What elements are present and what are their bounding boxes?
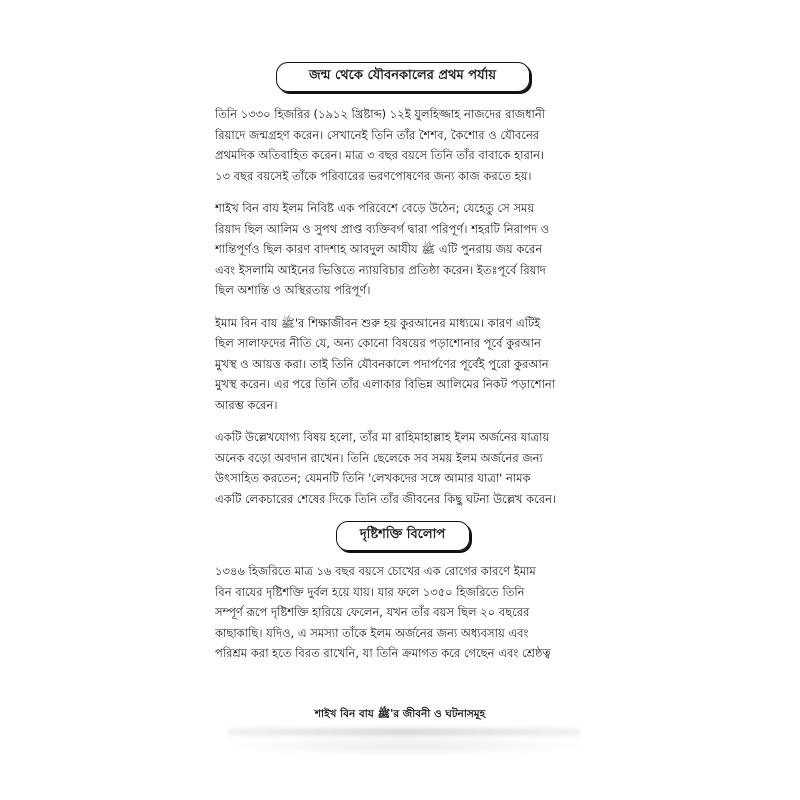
text-line: ইমাম বিন বায ﷺ'র শিক্ষাজীবন শুরু হয় কুরআনের মাধ্যমে। কারণ এটিই [215, 315, 541, 330]
text-line: ছিল অশান্তি ও অস্থিরতায় পরিপূর্ণ। [215, 283, 371, 297]
text-line: রিয়াদ ছিল আলিম ও সুপথ প্রাপ্ত ব্যক্তিবর্গ দ্বারা পরিপূর্ণ। শহরটি নিরাপদ ও [215, 221, 550, 236]
paragraph [215, 561, 590, 664]
text-line: রিয়াদে জন্মগ্রহণ করেন। সেখানেই তিনি তাঁর শৈশব, কৈশোর ও যৌবনের [215, 127, 540, 142]
text-line: একটি লেকচারের শেষের দিকে তিনি তাঁর জীবনের কিছু ঘটনা উল্লেখ করেন। [215, 491, 557, 506]
paragraph [215, 198, 590, 301]
text-line: তিনি ১৩৩০ হিজরির (১৯১২ খ্রিষ্টাব্দ) ১২ই যুলহিজ্জাহ নাজদের রাজধানী [215, 107, 546, 121]
paragraph [215, 104, 590, 186]
text-line: অনেক বড়ো অবদান রাখেন। তিনি ছেলেকে সব সময় ইলম অর্জনের জন্য [215, 450, 543, 465]
text-line: প্রথমদিক অতিবাহিত করেন। মাত্র ৩ বছর বয়সে তিনি তাঁর বাবাকে হারান। [215, 148, 545, 162]
text-line: পরিশ্রম করা হতে বিরত রাখেনি, যা তিনি ক্রমাগত করে গেছেন এবং শ্রেষ্ঠত্ব [215, 646, 551, 660]
paragraph [215, 313, 590, 416]
paragraph [215, 427, 590, 509]
text-line: মুখস্থ ও আয়ত্ত করা। তাই তিনি যৌবনকালে পদার্পণের পূর্বেই পুরো কুরআন [215, 356, 549, 371]
text-line: শাইখ বিন বায ইলম নিবিষ্ট এক পরিবেশে বেড়ে উঠেন; যেহেতু সে সময় [215, 201, 535, 215]
page-bottom-shadow [220, 735, 590, 757]
text-line: আরম্ভ করেন। [215, 397, 278, 412]
section-heading-loss-of-sight: দৃষ্টিশক্তি বিলোপ [336, 521, 470, 551]
text-line: এবং ইসলামি আইনের ভিত্তিতে ন্যায়বিচার প্রতিষ্ঠা করেন। ইতঃপূর্বে রিয়াদ [215, 262, 546, 277]
text-line: ১৩ বছর বয়সেই তাঁকে পরিবারের ভরণপোষণের জন্য কাজ করতে হয়। [215, 168, 532, 183]
section-heading-birth-to-youth: জন্ম থেকে যৌবনকালের প্রথম পর্যায় [276, 62, 530, 92]
text-line: ছিল সালাফদের নীতি যে, অন্য কোনো বিষয়ের পড়াশোনার পূর্বে কুরআন [215, 336, 541, 350]
text-line: উৎসাহিত করতেন; যেমনটি তিনি 'লেখকদের সঙ্গে আমার যাত্রা' নামক [215, 471, 531, 485]
text-line: কাছাকাছি। যদিও, এ সমস্যা তাঁকে ইলম অর্জনের জন্য অধ্যবসায় এবং [215, 625, 529, 640]
page-footer: শাইখ বিন বায ﷺ'র জীবনী ও ঘটনাসমূহ [314, 708, 486, 720]
text-line: মুখস্থ করেন। এর পরে তিনি তাঁর এলাকার বিভিন্ন আলিমের নিকট পড়াশোনা [215, 377, 556, 391]
text-line: বিন বাযের দৃষ্টিশক্তি দুর্বল হয়ে যায়। যার ফলে ১৩৫০ হিজরিতে তিনি [215, 584, 525, 599]
page-content [215, 62, 590, 676]
text-line: সম্পূর্ণ রূপে দৃষ্টিশক্তি হারিয়ে ফেলেন, যখন তাঁর বয়স ছিল ২০ বছরের [215, 605, 530, 619]
text-line: একটি উল্লেখযোগ্য বিষয় হলো, তাঁর মা রাহিমাহাল্লাহ ইলম অর্জনের যাত্রায় [215, 430, 550, 444]
text-line: ১৩৪৬ হিজরিতে মাত্র ১৬ বছর বয়সে চোখের এক রোগের কারণে ইমাম [215, 564, 536, 578]
text-line: শান্তিপূর্ণও ছিল কারণ বাদশাহ আবদুল আযীয ﷺ এটি পুনরায় জয় করেন [215, 242, 543, 256]
